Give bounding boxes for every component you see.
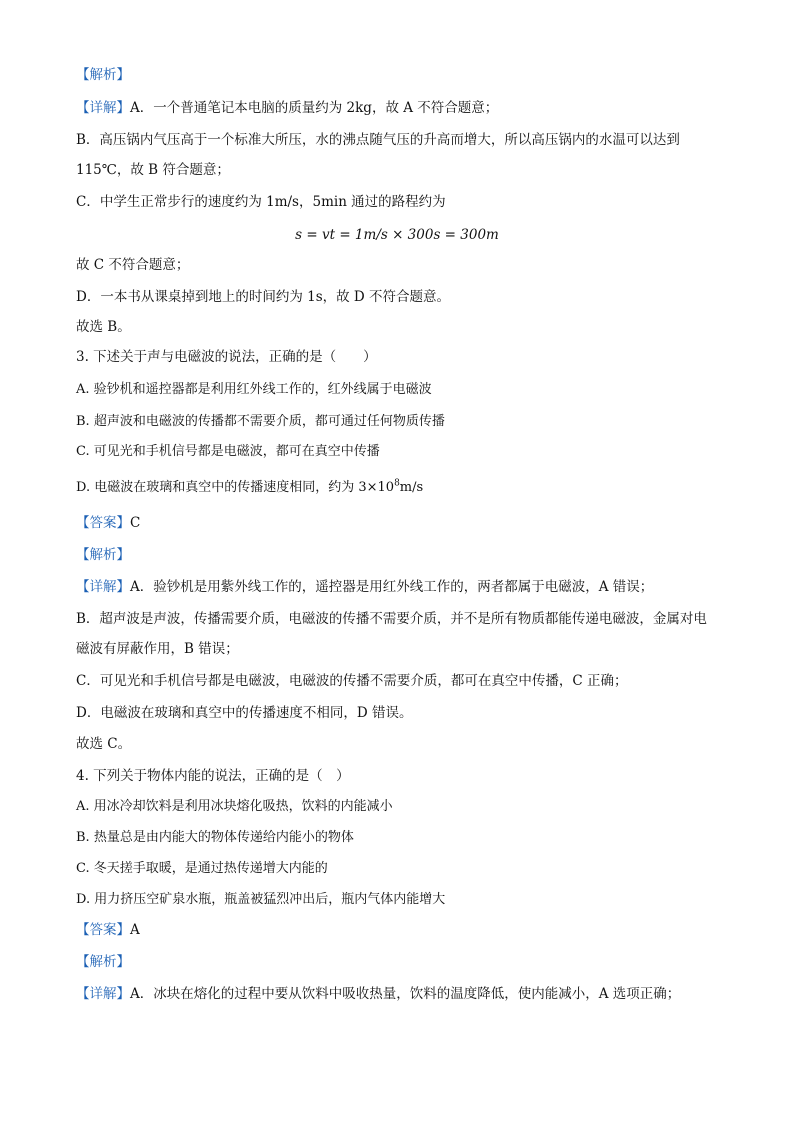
- conclusion-line: 故选 B。: [76, 319, 131, 335]
- analysis-heading: 【解析】: [76, 547, 130, 563]
- detail-line: D．电磁波在玻璃和真空中的传播速度不相同，D 错误。: [76, 705, 413, 721]
- detail-line: B．超声波是声波，传播需要介质，电磁波的传播不需要介质，并不是所有物质都能传递电磁波，金属对电: [76, 611, 707, 627]
- option-a: A. 用冰冷却饮料是利用冰块熔化吸热，饮料的内能减小: [76, 799, 393, 814]
- analysis-heading: 【解析】: [76, 954, 130, 970]
- option-b: B. 超声波和电磁波的传播都不需要介质，都可通过任何物质传播: [76, 414, 445, 429]
- exponent: 8: [394, 478, 400, 489]
- formula: s = vt = 1m/s × 300s = 300m: [295, 227, 499, 243]
- detail-line: C．可见光和手机信号都是电磁波，电磁波的传播不需要介质，都可在真空中传播，C 正确；: [76, 673, 628, 689]
- detail-line: 115℃，故 B 符合题意；: [76, 162, 230, 178]
- answer-line: 【答案】A: [76, 922, 140, 938]
- detail-line: 【详解】A．验钞机是用紫外线工作的，遥控器是用红外线工作的，两者都属于电磁波，A 错误；: [76, 579, 654, 595]
- conclusion-line: 故选 C。: [76, 736, 132, 752]
- option-d: D. 电磁波在玻璃和真空中的传播速度相同，约为 $3\times 10^8m/s$: [76, 478, 424, 495]
- option-a: A. 验钞机和遥控器都是利用红外线工作的，红外线属于电磁波: [76, 382, 432, 397]
- question-stem: 3. 下述关于声与电磁波的说法，正确的是（ ）: [76, 349, 377, 365]
- option-c: C. 可见光和手机信号都是电磁波，都可在真空中传播: [76, 444, 380, 459]
- question-stem: 4. 下列关于物体内能的说法，正确的是（ ）: [76, 768, 350, 784]
- detail-line: B．高压锅内气压高于一个标准大所压，水的沸点随气压的升高而增大，所以高压锅内的水温可以达到: [76, 132, 680, 148]
- detail-line: 磁波有屏蔽作用，B 错误；: [76, 641, 239, 657]
- analysis-heading: 【解析】: [76, 67, 130, 83]
- detail-line: 故 C 不符合题意；: [76, 257, 190, 273]
- detail-line: D．一本书从课桌掉到地上的时间约为 1s，故 D 不符合题意。: [76, 289, 451, 305]
- detail-line: 【详解】A．冰块在熔化的过程中要从饮料中吸收热量，饮料的温度降低，使内能减小，A 选项正确；: [76, 986, 681, 1002]
- answer-line: 【答案】C: [76, 515, 141, 531]
- option-c: C. 冬天搓手取暖，是通过热传递增大内能的: [76, 861, 328, 876]
- option-d: D. 用力挤压空矿泉水瓶，瓶盖被猛烈冲出后，瓶内气体内能增大: [76, 892, 446, 907]
- detail-line: 【详解】A．一个普通笔记本电脑的质量约为 2kg，故 A 不符合题意；: [76, 100, 499, 116]
- option-b: B. 热量总是由内能大的物体传递给内能小的物体: [76, 830, 354, 845]
- detail-line: C．中学生正常步行的速度约为 1m/s，5min 通过的路程约为: [76, 194, 446, 210]
